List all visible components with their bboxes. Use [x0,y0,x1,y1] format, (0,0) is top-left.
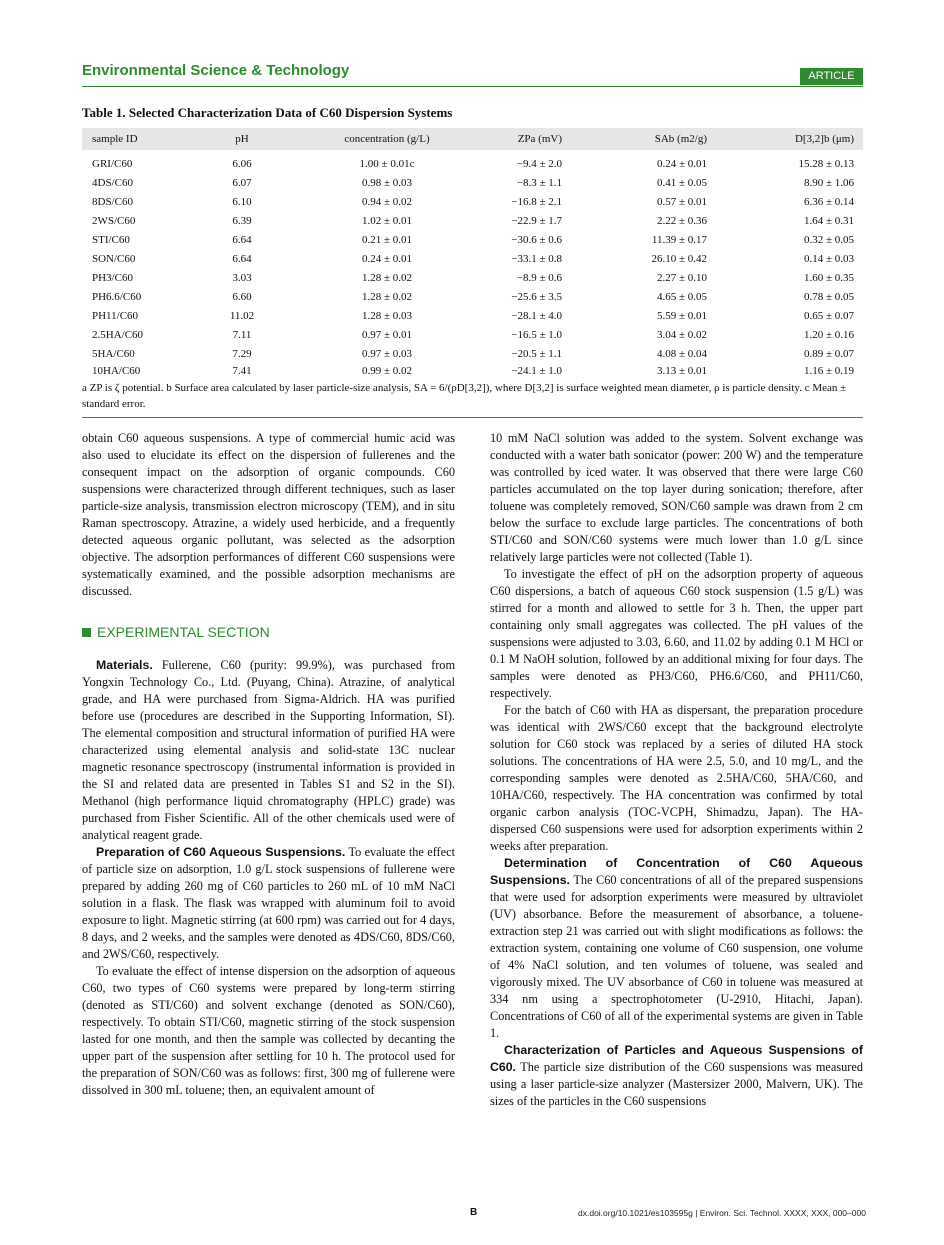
cell-zp: −20.5 ± 1.1 [511,348,562,360]
journal-title: Environmental Science & Technology [82,62,350,79]
cell-sample: PH3/C60 [92,272,133,284]
cell-sample: 8DS/C60 [92,196,133,208]
cell-zp: −24.1 ± 1.0 [511,365,562,377]
determination-text: The C60 concentrations of all of the prepared suspensions that were used for adsorption experiments were measured by ultraviolet (UV) absorbance. Before the measurement of absorbance, a toluene-extraction step 21 was carried out with slight modifications as follows: the extraction system, containing one volume of C60 suspension, one volume of 4% NaCl solution, and ten volumes of toluene, was sealed and vigorously mixed. The UV absorbance of C60 in toluene was measured at 334 nm using a spectrophotometer (U-2910, Hitachi, Japan). Concentrations of C60 of all of the experimental systems are given in Table 1. [490,873,863,1040]
intense-dispersion-paragraph: To evaluate the effect of intense dispersion on the adsorption of aqueous C60, two types of C60 systems were prepared by long-term stirring (denoted as STI/C60) and solvent exchange (denoted as SON/C60), respectively. To obtain STI/C60, magnetic stirring of the stock suspension lasted for one month, and then the sample was collected by decanting the upper part of the suspension after settling for 10 h. The protocol used for the preparation of SON/C60 was as follows: first, 300 mg of fullerene were dissolved in 300 mL toluene; then, an equivalent amount of [82,964,455,1097]
cell-sa: 11.39 ± 0.17 [651,234,707,246]
cell-zp: −16.5 ± 1.0 [511,329,562,341]
ph-paragraph: To investigate the effect of pH on the adsorption property of aqueous C60 dispersions, a batch of aqueous C60 stock suspension (1.5 g/L) was stirred for a month and allowed to settle for 3 h. Then, the upper part containing only small aggregates was collected. The pH values of the suspensions were adjusted to 3.03, 6.60, and 11.02 by adding 0.1 M HCl or 0.1 M NaOH solution, followed by an additional mixing for four days. The samples were denoted as PH3/C60, PH6.6/C60, and PH11/C60, respectively. [490,567,863,700]
cell-d32: 0.65 ± 0.07 [803,310,854,322]
cell-sample: GRI/C60 [92,158,133,170]
section-title: EXPERIMENTAL SECTION [97,624,270,640]
cell-d32: 0.78 ± 0.05 [803,291,854,303]
cell-sa: 2.22 ± 0.36 [656,215,707,227]
cell-ph: 6.64 [232,253,252,265]
cell-ph: 7.41 [232,365,252,377]
table-caption: Table 1. Selected Characterization Data of C60 Dispersion Systems [82,105,453,120]
table-row [82,308,863,325]
cell-zp: −8.9 ± 0.6 [516,272,562,284]
cell-sample: PH11/C60 [92,310,139,322]
cell-zp: −9.4 ± 2.0 [516,158,562,170]
cell-sa: 3.04 ± 0.02 [656,329,707,341]
intro-paragraph: obtain C60 aqueous suspensions. A type of commercial humic acid was also used to elucidate its effect on the dispersion of fullerenes and the consequent impact on the adsorption of organic compounds. C60 suspensions were characterized through different techniques, such as laser particle-size analysis, transmission electron microscopy (TEM), and in situ Raman spectroscopy. Atrazine, a widely used herbicide, and a frequently detected aqueous organic pollutant, was selected as the adsorption objective. The adsorption performances of different C60 suspensions were systematically examined, and the possible adsorption mechanisms are discussed. [82,431,455,598]
cell-concentration: 0.97 ± 0.01 [361,329,413,341]
cell-d32: 6.36 ± 0.14 [803,196,854,208]
cell-zp: −16.8 ± 2.1 [511,196,562,208]
cell-concentration: 1.28 ± 0.03 [361,310,413,322]
table-row [82,213,863,230]
characterization-paragraph [490,1042,863,1110]
cell-concentration: 1.28 ± 0.02 [361,272,413,284]
cell-concentration: 0.24 ± 0.01 [361,253,413,265]
cell-ph: 6.64 [232,234,252,246]
cell-concentration: 1.28 ± 0.02 [361,291,413,303]
table-row [82,346,863,363]
materials-heading: Materials. [96,658,153,672]
cell-zp: −30.6 ± 0.6 [511,234,562,246]
preparation-paragraph [82,844,455,963]
cell-ph: 3.03 [232,272,252,284]
characterization-text: The particle size distribution of the C60 suspensions was measured using a laser particle-size analyzer (Mastersizer 2000, Malvern, UK). The sizes of the particles in the C60 suspensions [490,1060,863,1108]
cell-d32: 8.90 ± 1.06 [803,177,854,189]
cell-d32: 1.16 ± 0.19 [803,365,854,377]
cell-zp: −33.1 ± 0.8 [511,253,562,265]
cell-sample: PH6.6/C60 [92,291,142,303]
cell-concentration: 0.99 ± 0.02 [361,365,413,377]
cell-ph: 6.06 [232,158,252,170]
cell-sa: 0.24 ± 0.01 [656,158,707,170]
materials-text: Fullerene, C60 (purity: 99.9%), was purchased from Yongxin Technology Co., Ltd. (Puyang, China). Atrazine, of analytical grade, and HA were purchased from Sigma-Aldrich. HA was purified before use (procedures are described in the Supporting Information, SI). The elemental composition and structural information of purified HA were characterized using elemental analysis and solid-state 13C nuclear magnetic resonance spectroscopy (instrumental information is provided in the SI and related data are presented in Tables S1 and S2 in the SI). Methanol (high performance liquid chromatography (HPLC) grade) was purchased from Fisher Scientific. All of the other chemicals used were of analytical reagent grade. [82,658,456,842]
cell-concentration: 1.00 ± 0.01c [359,158,415,170]
cell-sample: 2WS/C60 [92,215,136,227]
cell-sample: 2.5HA/C60 [92,329,144,341]
cell-sample: SON/C60 [92,253,136,265]
table-footnote: a ZP is ζ potential. b Surface area calculated by laser particle-size analysis, SA = 6/(ρD[3,2]), where D[3,2] is surface weighted mean diameter, ρ is particle density. c Mean ± standard error. [82,382,847,410]
table-header [82,128,863,150]
cell-zp: −8.3 ± 1.1 [516,177,562,189]
cell-concentration: 0.97 ± 0.03 [361,348,413,360]
cell-d32: 1.64 ± 0.31 [803,215,854,227]
cell-concentration: 0.98 ± 0.03 [361,177,413,189]
characterization-heading: Characterization of Particles and Aqueous Suspensions of C60. [490,1043,863,1074]
col-sa: SAb (m2/g) [654,133,707,145]
table-row [82,289,863,306]
left-column [82,430,455,1099]
cell-d32: 0.89 ± 0.07 [803,348,854,360]
cell-ph: 6.39 [232,215,252,227]
table-row [82,251,863,268]
cell-ph: 6.60 [232,291,252,303]
cell-d32: 1.60 ± 0.35 [803,272,854,284]
col-d32: D[3,2]b (μm) [794,133,854,145]
table-bottom-rule [82,417,863,418]
ha-paragraph: For the batch of C60 with HA as dispersant, the preparation procedure was identical with 2WS/C60 except that the background electrolyte solution for C60 stock was replaced by a series of diluted HA stock solutions. The concentrations of HA were 2.5, 5.0, and 10 mg/L, and the corresponding samples were denoted as 2.5HA/C60, 5HA/C60, and 10HA/C60, respectively. The HA concentration was confirmed by total organic carbon analysis (TOC-VCPH, Shimadzu, Japan). The HA-dispersed C60 suspensions were used for adsorption experiments within 2 weeks after preparation. [490,703,863,853]
cell-d32: 0.14 ± 0.03 [803,253,854,265]
cell-sample: 5HA/C60 [92,348,135,360]
preparation-text: To evaluate the effect of particle size on adsorption, 1.0 g/L stock suspensions of fullerene were prepared by adding 260 mg of C60 particles to 260 mL of 10 mM NaCl solution in a flask. The flask was wrapped with aluminum foil to avoid exposure to light. Magnetic stirring (at 600 rpm) was carried out for 4 days, 8 days, and 2 weeks, and the samples were denoted as 4DS/C60, 8DS/C60, and 2WS/C60, respectively. [82,845,455,961]
cell-ph: 6.07 [232,177,252,189]
cell-sa: 0.57 ± 0.01 [656,196,707,208]
cell-concentration: 1.02 ± 0.01 [361,215,413,227]
col-ph: pH [235,133,249,145]
header-rule [82,86,863,87]
determination-heading: Determination of Concentration of C60 Aqueous Suspensions. [490,856,863,887]
materials-paragraph [82,657,455,844]
table-row [82,270,863,287]
col-zp: ZPa (mV) [517,133,562,145]
table-row [82,363,863,380]
table-row [82,327,863,344]
section-heading [82,624,455,641]
cell-d32: 1.20 ± 0.16 [803,329,854,341]
cell-zp: −28.1 ± 4.0 [511,310,562,322]
col-sample-id: sample ID [92,133,138,145]
doi-link[interactable]: dx.doi.org/10.1021/es103595g | Environ. Sci. Technol. XXXX, XXX, 000–000 [578,1208,866,1218]
determination-paragraph [490,855,863,1042]
cell-sa: 4.65 ± 0.05 [656,291,707,303]
cell-sa: 4.08 ± 0.04 [656,348,707,360]
cell-d32: 15.28 ± 0.13 [798,158,854,170]
cell-sa: 2.27 ± 0.10 [656,272,707,284]
cell-d32: 0.32 ± 0.05 [803,234,854,246]
table-row [82,175,863,192]
right-column [490,430,863,1110]
cell-sa: 3.13 ± 0.01 [656,365,707,377]
article-badge: ARTICLE [800,68,863,85]
cell-sa: 5.59 ± 0.01 [656,310,707,322]
cell-zp: −22.9 ± 1.7 [511,215,562,227]
preparation-heading: Preparation of C60 Aqueous Suspensions. [96,845,346,859]
cell-ph: 6.10 [232,196,252,208]
cell-sample: 4DS/C60 [92,177,133,189]
cell-ph: 7.29 [232,348,252,360]
cell-zp: −25.6 ± 3.5 [511,291,562,303]
cell-ph: 7.11 [232,329,252,341]
cell-ph: 11.02 [229,310,255,322]
cell-sample: STI/C60 [92,234,130,246]
table-row [82,194,863,211]
cell-concentration: 0.94 ± 0.02 [361,196,413,208]
cell-sa: 26.10 ± 0.42 [651,253,707,265]
cell-concentration: 0.21 ± 0.01 [361,234,413,246]
section-square-icon [82,628,91,637]
solvent-exchange-paragraph: 10 mM NaCl solution was added to the system. Solvent exchange was conducted with a water bath sonicator (power: 200 W) and the temperature was controlled by iced water. It was observed that there were large C60 particles accumulated on the top layer during sonication; therefore, after toluene was completely removed, SON/C60 sample was drawn from 2 cm below the surface to exclude large particles. The concentrations of both STI/C60 and SON/C60 systems were much lower than 1.0 g/L since relatively large particles were not collected (Table 1). [490,431,863,564]
page-number: B [470,1207,478,1218]
cell-sa: 0.41 ± 0.05 [656,177,707,189]
cell-sample: 10HA/C60 [92,365,141,377]
table-row [82,156,863,173]
col-concentration: concentration (g/L) [344,133,430,145]
table-row [82,232,863,249]
